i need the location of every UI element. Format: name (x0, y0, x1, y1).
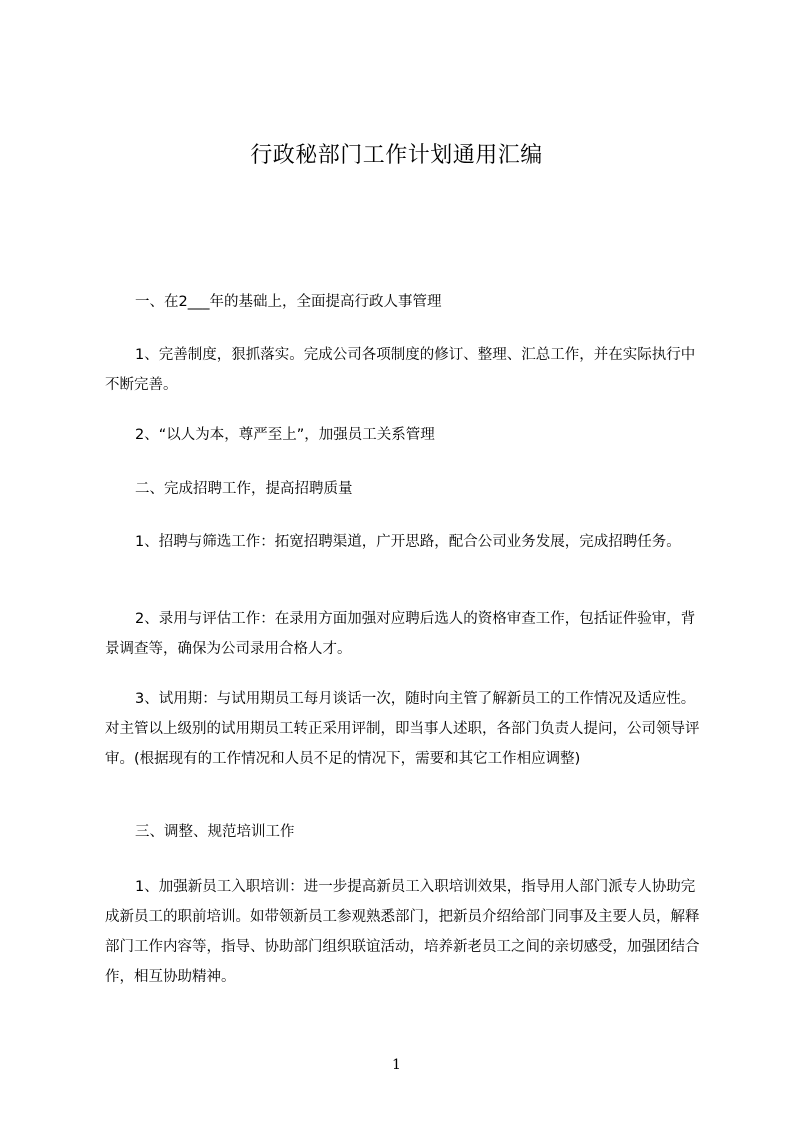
paragraph-3-1: 1、加强新员工入职培训：进一步提高新员工入职培训效果，指导用人部门派专人协助完成新员工的职前培训。如带领新员工参观熟悉部门，把新员介绍给部门同事及主要人员，解释部门工作内容等，指导、协助部门组织联谊活动，培养新老员工之间的亲切感受，加强团结合作，相互协助精神。 (105, 879, 700, 985)
section-heading-1: 一、在2___年的基础上，全面提高行政人事管理 (135, 294, 442, 310)
paragraph-2-3: 3、试用期：与试用期员工每月谈话一次，随时向主管了解新员工的工作情况及适应性。对主管以上级别的试用期员工转正采用评制，即当事人述职，各部门负责人提问，公司领导评审。(根据现有的工作情况和人员不足的情况下，需要和其它工作相应调整) (105, 691, 700, 767)
paragraph-1-1: 1、完善制度，狠抓落实。完成公司各项制度的修订、整理、汇总工作，并在实际执行中不断完善。 (105, 347, 696, 393)
section-heading-2: 二、完成招聘工作，提高招聘质量 (135, 481, 353, 497)
paragraph-2-2: 2、录用与评估工作：在录用方面加强对应聘后选人的资格审查工作，包括证件验审，背景调查等，确保为公司录用合格人才。 (105, 611, 696, 657)
page-number: 1 (392, 1057, 401, 1073)
section-heading-3: 三、调整、规范培训工作 (135, 824, 295, 840)
paragraph-1-2: 2、“以人为本，尊严至上”，加强员工关系管理 (135, 427, 435, 443)
paragraph-2-1: 1、招聘与筛选工作：拓宽招聘渠道，广开思路，配合公司业务发展，完成招聘任务。 (135, 534, 681, 550)
document-title: 行政秘部门工作计划通用汇编 (250, 143, 543, 168)
